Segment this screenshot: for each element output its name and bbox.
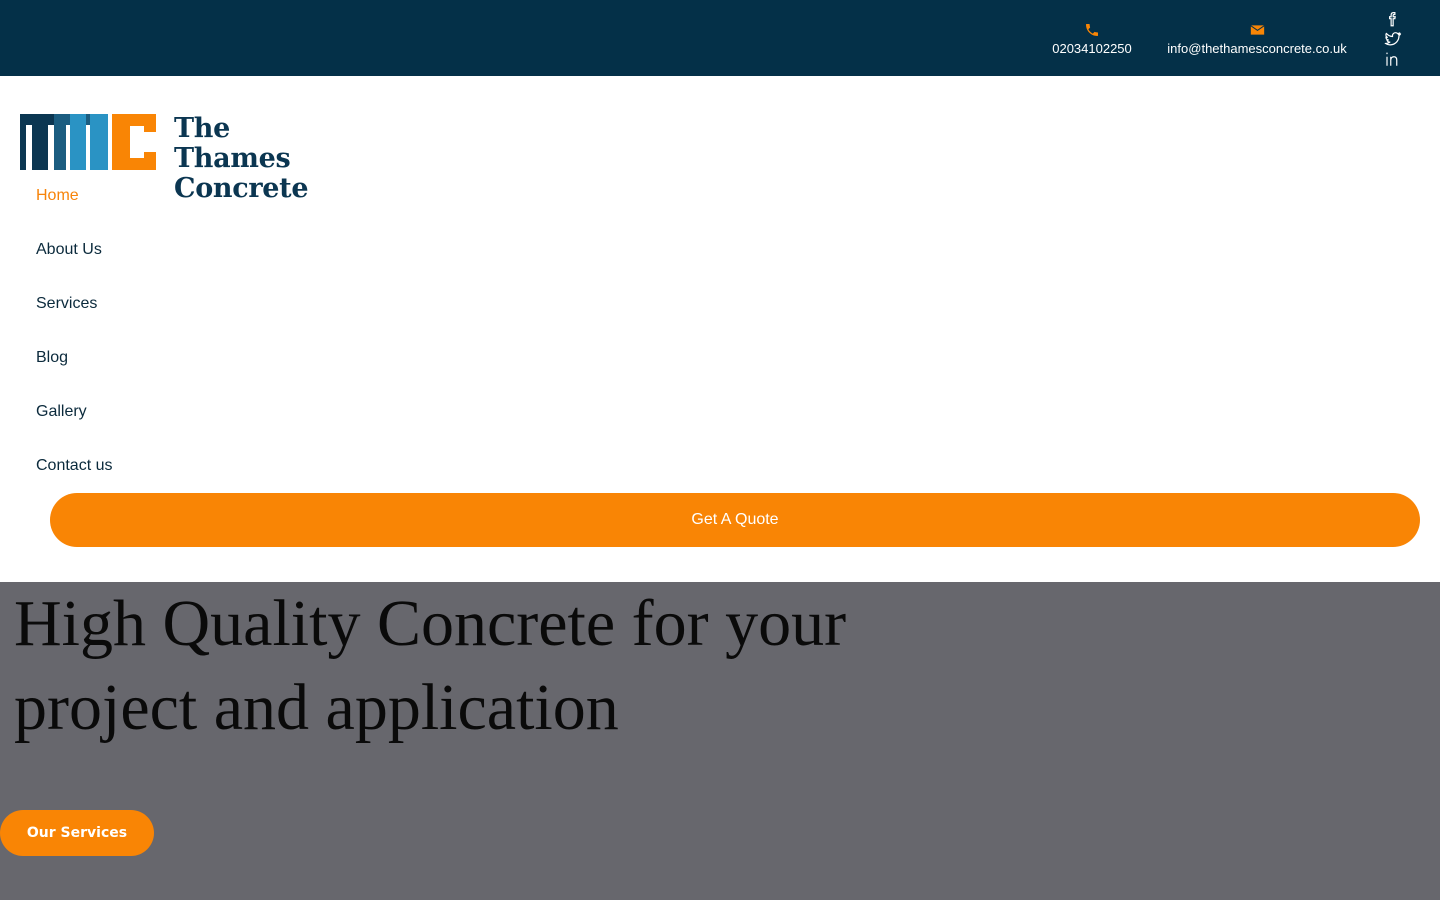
nav-item-services[interactable]: Services [36,295,98,312]
hero-title: High Quality Concrete for your project and application [14,587,847,744]
hero-section [0,582,1440,900]
envelope-icon [1249,22,1266,38]
nav-item-blog[interactable]: Blog [36,349,69,366]
twitter-icon[interactable] [1384,30,1402,48]
logo-line-1: The Thames [174,113,291,174]
nav-item-gallery[interactable]: Gallery [36,403,87,420]
phone-icon [1084,22,1100,38]
phone-contact[interactable] [1040,22,1144,57]
nav-item-about-us[interactable]: About Us [36,241,102,258]
facebook-icon[interactable] [1384,10,1402,28]
nav-item-home[interactable]: Home [36,187,79,204]
logo-wordmark [174,114,350,204]
logo-line-2: Concrete [174,173,309,204]
email-address[interactable]: info@thethamesconcrete.co.uk [1167,41,1347,56]
top-contact-bar [0,0,1440,76]
social-links [1384,10,1404,70]
get-a-quote-button[interactable]: Get A Quote [50,493,1420,547]
nav-item-contact-us[interactable]: Contact us [36,457,113,474]
main-navigation [36,184,112,508]
logo-mark [20,114,156,170]
linkedin-icon[interactable] [1384,50,1402,68]
phone-number[interactable]: 02034102250 [1052,41,1132,56]
email-contact[interactable] [1160,22,1354,57]
our-services-button[interactable]: Our Services [0,810,154,856]
